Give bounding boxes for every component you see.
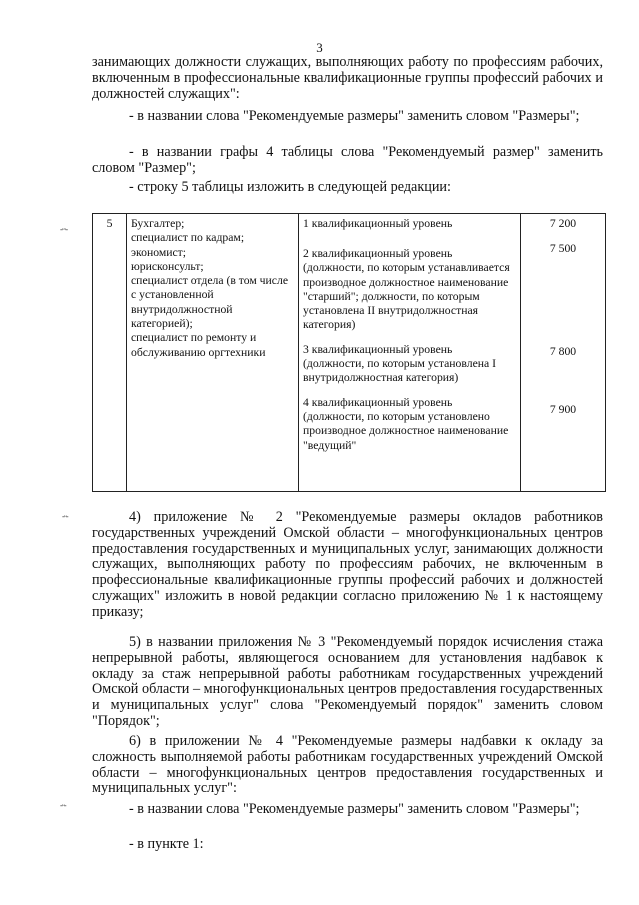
salary-table	[92, 213, 606, 492]
levels-cell	[299, 214, 521, 492]
amounts-cell	[521, 214, 606, 492]
level-4-amount: 7 900	[549, 403, 577, 416]
paragraph-item-4: 4) приложение № 2 "Рекомендуемые размеры окладов работников государственных учреждений Омской области – многофункциональных центров предоставления государственных и муниципальных услуг, занимающих должности служащих, выполняющих работу по профессиям рабочих, не включенным в профессиональные квалификационные группы профессий рабочих и должностей служащих" изложить в новой редакции согласно приложению № 1 к настоящему приказу;	[92, 509, 603, 620]
margin-mark: -ᵕᵕ-	[60, 224, 68, 234]
level-4-text: 4 квалификационный уровень (должности, по которым установлено производное должностное наименование "ведущий"	[303, 395, 509, 452]
level-2-text: 2 квалификационный уровень (должности, по которым устанавливается производное должностное наименование "старший"; должности, по которым установлена II внутридолжностная категория)	[303, 247, 510, 332]
positions-text: Бухгалтер; специалист по кадрам; экономист; юрисконсульт; специалист отдела (в том числе с установленной внутридолжностной категорией); специалист по ремонту и обслуживанию оргтехники	[131, 217, 289, 359]
paragraph-rename-column: - в названии графы 4 таблицы слова "Рекомендуемый размер" заменить словом "Размер";	[92, 144, 603, 176]
paragraph-item-6-point-1: - в пункте 1:	[129, 836, 204, 852]
level-3-text: 3 квалификационный уровень (должности, по которым установлена I внутридолжностная категория)	[303, 342, 497, 385]
level-3-amount: 7 800	[549, 345, 577, 358]
page-number: 3	[316, 40, 323, 55]
margin-mark: -ᵕ-	[60, 800, 66, 810]
paragraph-rename-title: - в названии слова "Рекомендуемые размеры" заменить словом "Размеры";	[129, 108, 580, 124]
paragraph-row-intro: - строку 5 таблицы изложить в следующей редакции:	[129, 179, 451, 195]
paragraph-item-6: 6) в приложении № 4 "Рекомендуемые размеры надбавки к окладу за сложность выполняемой работы работникам государственных учреждений Омской области – многофункциональных центров предоставления государственных и муниципальных услуг":	[92, 733, 603, 797]
table-row	[93, 214, 606, 492]
row-number-cell: 5	[93, 214, 127, 492]
paragraph-continuation: занимающих должности служащих, выполняющих работу по профессиям рабочих, включенным в профессиональные квалификационные группы профессий рабочих и должностей служащих":	[92, 54, 603, 102]
level-2-amount: 7 500	[549, 242, 577, 255]
margin-mark: -ᵕ-	[62, 511, 68, 521]
paragraph-item-5: 5) в названии приложения № 3 "Рекомендуемый порядок исчисления стажа непрерывной работы, являющегося основанием для установления надбавок к окладу за стаж непрерывной работы работникам государственных учреждений Омской области – многофункциональных центров предоставления государственных и муниципальных услуг" слова "Рекомендуемый порядок" заменить словом "Порядок";	[92, 634, 603, 729]
level-1-text: 1 квалификационный уровень	[303, 217, 453, 230]
positions-cell	[127, 214, 299, 492]
paragraph-item-6-rename: - в названии слова "Рекомендуемые размеры" заменить словом "Размеры";	[129, 801, 580, 817]
level-1-amount: 7 200	[549, 217, 577, 230]
